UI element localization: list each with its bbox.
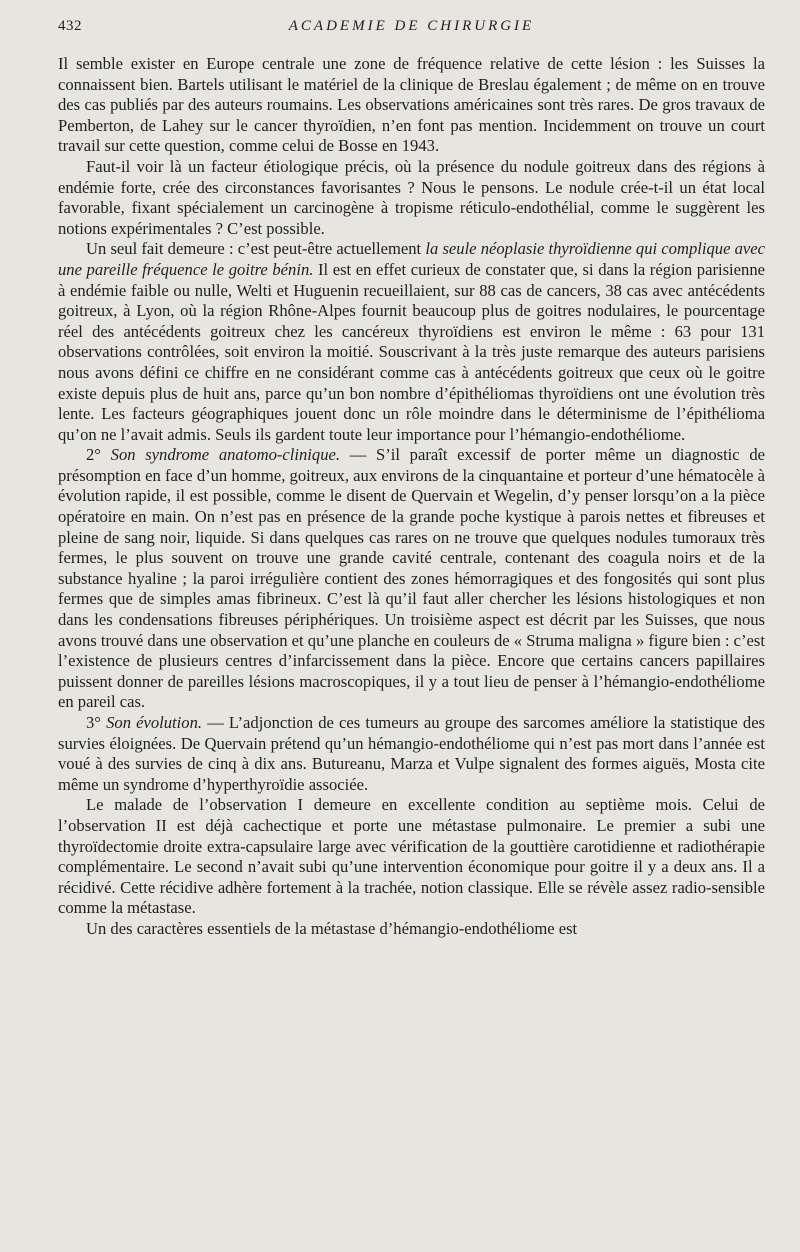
paragraph-6: Le malade de l’observation I demeure en excellente condition au septième mois. Celui de l’observation II est déjà cachectique et porte une métastase pulmonaire. Le premier a subi une thyroïdectomie droite extra-capsulaire large avec vérification de la gouttière carotidienne et radiothérapie complémentaire. Le second n’avait subi qu’une intervention économique pour goitre il y a deux ans. Il a récidivé. Cette récidive adhère fortement à la trachée, notion classique. Elle se révèle assez radio-sensible comme la métastase.	[58, 795, 765, 918]
section-2-heading: Son syndrome anatomo-clinique.	[110, 445, 341, 465]
paragraph-5-rest: — L’adjonction de ces tumeurs au groupe des sarcomes améliore la statistique des survies éloignées. De Quervain prétend qu’un hémangio-endothéliome qui n’est pas mort dans l’année est voué à des survies de cinq à dix ans. Butureanu, Marza et Vulpe signalent des formes aiguës, Mosta cite même un syndrome d’hyperthyroïdie associée.	[58, 713, 766, 794]
section-3-heading: Son évolution.	[106, 713, 203, 732]
page-header	[58, 18, 765, 40]
paragraph-4-rest: — S’il paraît excessif de porter même un diagnostic de présomption en face d’un homme, goitreux, aux environs de la cinquantaine et porteur d’une hématocèle à évolution rapide, il est possible, comme le disent de Quervain et Wegelin, d’y penser lorsqu’on a la pièce opératoire en main. On n’est pas en présence de la grande poche kystique à parois nettes et fibreuses et pleine de sang noir, liquide. Si dans quelques cas rares on ne trouve que quelques nodules tumoraux très fermes, le plus souvent on trouve une grande cavité centrale, contenant des coagula noirs et de la substance hyaline ; la paroi irrégulière contient des zones hémorragiques et des fongosités qui sont plus fermes que de simples amas fibrineux. C’est là qu’il faut aller chercher les lésions histologiques et non dans les condensations fibreuses périphériques. Un troisième aspect est décrit par les Suisses, que nous avons trouvé dans une observation et qu’une planche en couleurs de « Struma maligna » figure bien : c’est l’existence de plusieurs centres d’infarcissement dans la pièce. Encore que certains cancers papillaires puissent donner de pareilles lésions macroscopiques, il y a tout lieu de penser à l’hémangio-endothéliome en pareil cas.	[58, 445, 766, 712]
paragraph-5	[58, 713, 765, 795]
paragraph-4	[58, 445, 765, 713]
paragraph-3-start: Un seul fait demeure : c’est peut-être actuellement	[86, 239, 422, 259]
page-number: 432	[58, 18, 82, 34]
section-2-number: 2°	[86, 445, 101, 465]
section-3-number: 3°	[86, 713, 101, 732]
paragraph-3	[58, 239, 765, 445]
paragraph-7: Un des caractères essentiels de la métastase d’hémangio-endothéliome est	[86, 918, 578, 938]
paragraph-3-rest: Il est en effet curieux de constater que, si dans la région parisienne à endémie faible ou nulle, Welti et Huguenin recueillaient, sur 88 cas de cancers, 38 cas avec antécédents goitreux, à Lyon, où la région Rhône-Alpes fournit beaucoup plus de goitres nodulaires, le pourcentage réel des antécédents goitreux chez les cancéreux thyroïdiens est environ le même : 63 pour 131 observations contrôlées, soit environ la moitié. Souscrivant à la très juste remarque des auteurs parisiens nous avons défini ce chiffre en ne considérant comme cas à antécédents goitreux que ceux où le goitre existe depuis plus de huit ans, parce qu’un bon nombre d’épithéliomas thyroïdiens ont une évolution très lente. Les facteurs géographiques jouent donc un rôle moindre dans le déterminisme de l’épithélioma qu’on ne l’avait admis. Seuls ils gardent toute leur importance pour l’hémangio-endothéliome.	[58, 259, 765, 444]
paragraph-3-emphasis: la seule néoplasie thyroïdienne qui complique avec une pareille fréquence le goitre bénin.	[58, 239, 765, 279]
running-title: ACADEMIE DE CHIRURGIE	[288, 18, 535, 34]
body-text	[58, 54, 765, 940]
paragraph-1: Il semble exister en Europe centrale une zone de fréquence relative de cette lésion : les Suisses la connaissent bien. Bartels utilisant le matériel de la clinique de Breslau également ; de même on en trouve des cas publiés par des auteurs roumains. Les observations américaines sont très rares. De gros travaux de Pemberton, de Lahey sur le cancer thyroïdien, n’en font pas mention. Incidemment on trouve un court travail sur cette question, comme celui de Bosse en 1943.	[58, 54, 765, 156]
paragraph-2: Faut-il voir là un facteur étiologique précis, où la présence du nodule goitreux dans des régions à endémie forte, crée des circonstances favorisantes ? Nous le pensons. Le nodule crée-t-il un état local favorable, fixant spécialement un carcinogène à tropisme réticulo-endothélial, comme le suggèrent les notions expérimentales ? C’est possible.	[58, 156, 765, 238]
